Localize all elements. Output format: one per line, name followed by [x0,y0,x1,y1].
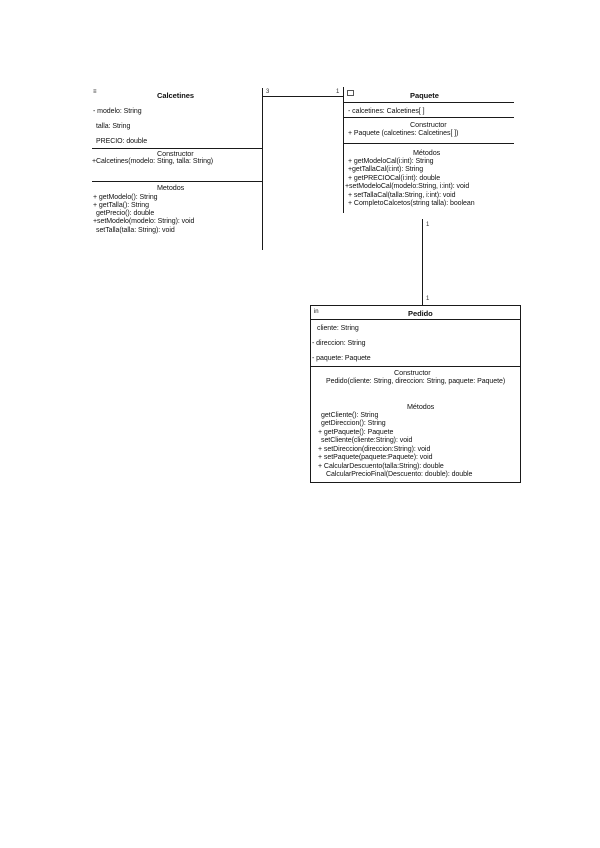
association-calcetines-paquete [262,96,343,97]
pedido-constructor-header: Constructor [394,368,431,377]
paquete-title: Paquete [410,91,439,100]
pedido-top-border [310,305,521,306]
multiplicity-calcetines: 3 [266,89,270,95]
pedido-method: getCliente(): String [321,412,379,419]
calcetines-method: setTalla(talla: String): void [96,227,175,234]
pedido-constructor: Pedido(cliente: String, direccion: String, paquete: Paquete) [326,378,506,385]
paquete-method: + setTallaCal(talla:String, i:int): void [348,192,456,199]
pedido-title: Pedido [408,309,433,318]
multiplicity-paquete-bottom: 1 [426,222,430,228]
calcetines-right-border [262,88,263,250]
class-icon: ≡ [93,89,97,95]
pedido-bottom-border [310,482,521,483]
multiplicity-pedido: 1 [426,296,430,302]
class-icon: in [314,309,319,315]
pedido-attribute: cliente: String [317,325,359,332]
calcetines-divider [92,181,263,182]
pedido-method: setCliente(cliente:String): void [321,437,413,444]
paquete-divider [343,143,514,144]
calcetines-title: Calcetines [157,91,195,100]
paquete-divider [343,117,514,118]
pedido-divider [310,319,521,320]
pedido-method: CalcularPrecioFinal(Descuento: double): double [326,471,473,478]
pedido-attribute: - paquete: Paquete [312,355,371,362]
paquete-method: + getModeloCal(i:int): String [348,158,434,165]
pedido-left-border [310,305,311,483]
calcetines-method: + getTalla(): String [93,202,149,209]
paquete-constructor-header: Constructor [410,120,447,129]
paquete-left-border [343,87,344,213]
association-paquete-pedido [422,219,423,305]
pedido-method: + getPaquete(): Paquete [318,429,394,436]
calcetines-method: getPrecio(): double [96,210,155,217]
pedido-method: + setDireccion(direccion:String): void [318,446,431,453]
pedido-attribute: - direccion: String [312,340,366,347]
paquete-method: +getTallaCal(i:int): String [348,166,424,173]
paquete-attribute: - calcetines: Calcetines[ ] [348,108,425,115]
paquete-method: + getPRECIOCal(i:int): double [348,175,441,182]
pedido-methods-header: Métodos [407,402,435,411]
pedido-divider [310,366,521,367]
pedido-right-border [520,305,521,483]
calcetines-attribute: talla: String [96,123,131,130]
calcetines-constructor-header: Constructor [157,149,194,158]
calcetines-method: +setModelo(modelo: String): void [93,218,195,225]
calcetines-attribute: - modelo: String [93,108,142,115]
calcetines-constructor: +Calcetines(modelo: Sting, talla: String) [92,158,214,165]
pedido-method: getDireccion(): String [321,420,386,427]
paquete-method: +setModeloCal(modelo:String, i:int): void [345,183,470,190]
paquete-methods-header: Métodos [413,148,441,157]
multiplicity-paquete-left: 1 [336,89,340,95]
calcetines-methods-header: Metodos [157,183,185,192]
class-icon [347,90,354,96]
paquete-method: + CompletoCalcetos(string talla): boolean [348,200,475,207]
pedido-method: + setPaquete(paquete:Paquete): void [318,454,433,461]
pedido-method: + CalcularDescuento(talla:String): double [318,463,444,470]
paquete-constructor: + Paquete (calcetines: Calcetines[ ]) [348,130,459,137]
calcetines-method: + getModelo(): String [93,194,158,201]
paquete-divider [343,102,514,103]
calcetines-attribute: PRECIO: double [96,138,148,145]
